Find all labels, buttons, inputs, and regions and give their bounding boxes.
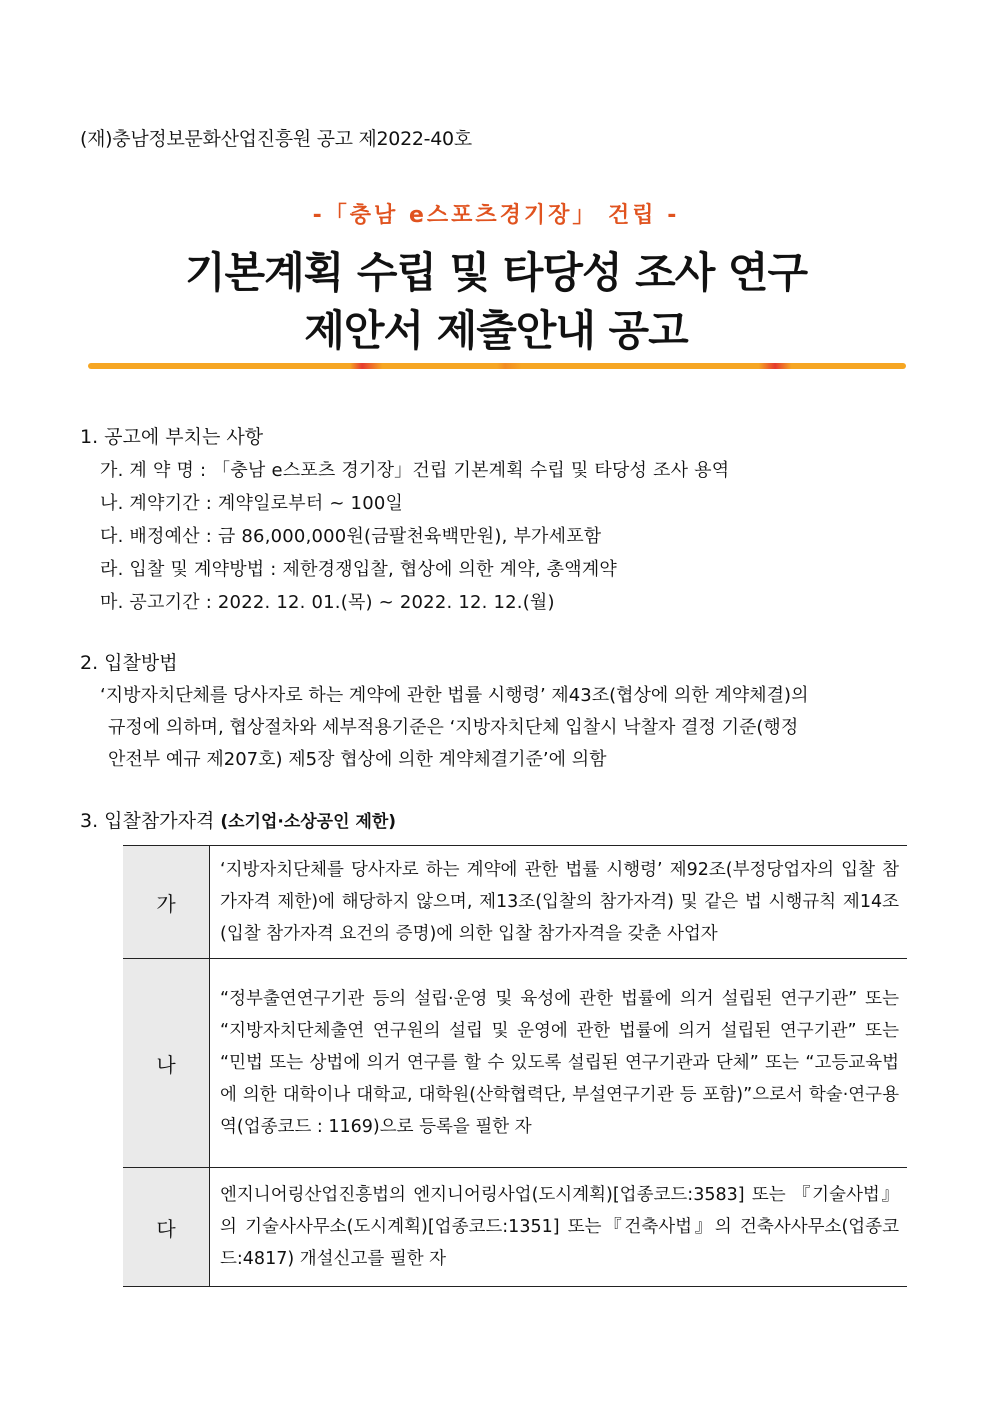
title-divider — [88, 363, 906, 369]
section2-line: ‘지방자치단체를 당사자로 하는 계약에 관한 법률 시행령’ 제43조(협상에 의한 계약체결)의 — [100, 685, 809, 706]
section1-heading: 1. 공고에 부치는 사항 — [80, 426, 264, 448]
document-subtitle: -「충남 e스포츠경기장」 건립 - — [312, 203, 680, 228]
section2-line: 규정에 의하며, 협상절차와 세부적용기준은 ‘지방자치단체 입찰시 낙찰자 결정 기준(행정 — [108, 717, 799, 738]
section3-heading-note: (소기업·소상공인 제한) — [220, 812, 397, 832]
notice-number: (재)충남정보문화산업진흥원 공고 제2022-40호 — [80, 128, 472, 150]
row-label: 나 — [123, 959, 210, 1168]
document-title-line2: 제안서 제출안내 공고 — [304, 306, 688, 355]
document-title-line1: 기본계획 수립 및 타당성 조사 연구 — [184, 248, 808, 297]
section2-heading: 2. 입찰방법 — [80, 652, 178, 674]
section3-heading — [80, 806, 396, 833]
section1-item: 다. 배정예산 : 금 86,000,000원(금팔천육백만원), 부가세포함 — [100, 526, 602, 547]
section1-item: 나. 계약기간 : 계약일로부터 ~ 100일 — [100, 493, 404, 514]
table-row — [123, 959, 907, 1168]
table-row — [123, 1168, 907, 1287]
row-text: 엔지니어링산업진흥법의 엔지니어링사업(도시계획)[업종코드:3583] 또는 『기술사법』의 기술사사무소(도시계획)[업종코드:1351] 또는『건축사법』의 건축사사무소(업종코드:4817) 개설신고를 필한 자 — [210, 1168, 908, 1287]
qualification-table — [123, 845, 907, 1287]
section3-heading-text: 3. 입찰참가자격 — [80, 810, 215, 832]
row-text: ‘지방자치단체를 당사자로 하는 계약에 관한 법률 시행령’ 제92조(부정당업자의 입찰 참가자격 제한)에 해당하지 않으며, 제13조(입찰의 참가자격) 및 같은 법 시행규칙 제14조(입찰 참가자격 요건의 증명)에 의한 입찰 참가자격을 갖춘 사업자 — [210, 846, 908, 959]
section1-item: 라. 입찰 및 계약방법 : 제한경쟁입찰, 협상에 의한 계약, 총액계약 — [100, 559, 618, 580]
row-label: 가 — [123, 846, 210, 959]
section1-item: 가. 계 약 명 : 「충남 e스포츠 경기장」건립 기본계획 수립 및 타당성 조사 용역 — [100, 460, 730, 481]
table-row — [123, 846, 907, 959]
section2-line: 안전부 예규 제207호) 제5장 협상에 의한 계약체결기준’에 의함 — [108, 749, 607, 770]
section1-item: 마. 공고기간 : 2022. 12. 01.(목) ~ 2022. 12. 12.(월) — [100, 592, 555, 613]
row-label: 다 — [123, 1168, 210, 1287]
row-text: “정부출연연구기관 등의 설립·운영 및 육성에 관한 법률에 의거 설립된 연구기관” 또는 “지방자치단체출연 연구원의 설립 및 운영에 관한 법률에 의거 설립된 연구기관” 또는 “민법 또는 상법에 의거 연구를 할 수 있도록 설립된 연구기관과 단체” 또는 “고등교육법에 의한 대학이나 대학교, 대학원(산학협력단, 부설연구기관 등 포함)”으로서 학술·연구용역(업종코드 : 1169)으로 등록을 필한 자 — [210, 959, 908, 1168]
